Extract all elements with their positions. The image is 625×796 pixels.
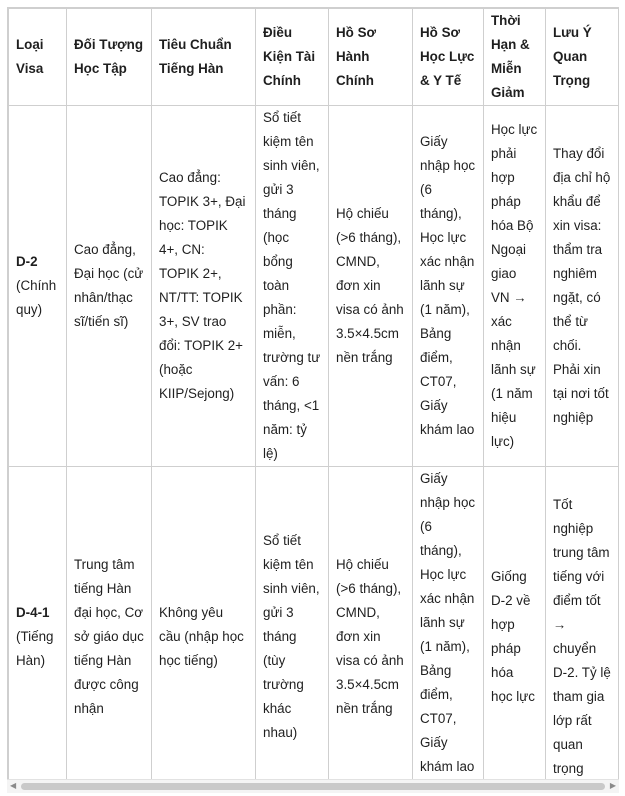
header-admin-docs: Hồ Sơ Hành Chính — [329, 9, 413, 106]
table-row — [9, 467, 619, 781]
cell-finance: Sổ tiết kiệm tên sinh viên, gửi 3 tháng (tùy trường khác nhau) — [256, 467, 329, 781]
cell-korean: Không yêu cầu (nhập học học tiếng) — [152, 467, 256, 781]
visa-code: D-4-1 — [16, 605, 50, 620]
header-target: Đối Tượng Học Tập — [67, 9, 152, 106]
header-visa-type: Loại Visa — [9, 9, 67, 106]
cell-duration: Học lực phải hợp pháp hóa Bộ Ngoại giao VN → xác nhận lãnh sự (1 năm hiệu lực) — [484, 106, 546, 467]
cell-notes: Tốt nghiệp trung tâm tiếng với điểm tốt → chuyển D-2. Tỷ lệ tham gia lớp rất quan trọng — [546, 467, 619, 781]
header-academic-docs: Hồ Sơ Học Lực & Y Tế — [413, 9, 484, 106]
cell-visa — [9, 106, 67, 467]
cell-admin: Hộ chiếu (>6 tháng), CMND, đơn xin visa có ảnh 3.5×4.5cm nền trắng — [329, 106, 413, 467]
cell-korean: Cao đẳng: TOPIK 3+, Đại học: TOPIK 4+, CN: TOPIK 2+, NT/TT: TOPIK 3+, SV trao đổi: TOPIK 2+ (hoặc KIIP/Sejong) — [152, 106, 256, 467]
table-row — [9, 106, 619, 467]
cell-notes: Thay đổi địa chỉ hộ khẩu để xin visa: thẩm tra nghiêm ngặt, có thể từ chối. Phải xin tại nơi tốt nghiệp — [546, 106, 619, 467]
scroll-right-icon[interactable]: ▶ — [609, 781, 616, 790]
header-korean-standard: Tiêu Chuẩn Tiếng Hàn — [152, 9, 256, 106]
scrollbar-thumb[interactable] — [21, 783, 605, 790]
cell-visa — [9, 467, 67, 781]
cell-target: Trung tâm tiếng Hàn đại học, Cơ sở giáo dục tiếng Hàn được công nhận — [67, 467, 152, 781]
cell-finance: Sổ tiết kiệm tên sinh viên, gửi 3 tháng (học bổng toàn phần: miễn, trường tư vấn: 6 tháng, <1 năm: tỷ lệ) — [256, 106, 329, 467]
visa-type: (Chính quy) — [16, 278, 57, 317]
cell-duration: Giống D-2 về hợp pháp hóa học lực — [484, 467, 546, 781]
horizontal-scrollbar[interactable] — [7, 779, 619, 793]
scroll-left-icon[interactable]: ◀ — [10, 781, 17, 790]
visa-table — [8, 8, 619, 780]
cell-admin: Hộ chiếu (>6 tháng), CMND, đơn xin visa có ảnh 3.5×4.5cm nền trắng — [329, 467, 413, 781]
cell-academic: Giấy nhập học (6 tháng), Học lực xác nhận lãnh sự (1 năm), Bảng điểm, CT07, Giấy khám lao — [413, 467, 484, 781]
visa-code: D-2 — [16, 254, 38, 269]
header-duration: Thời Hạn & Miễn Giảm — [484, 9, 546, 106]
cell-target: Cao đẳng, Đại học (cử nhân/thạc sĩ/tiến sĩ) — [67, 106, 152, 467]
cell-academic: Giấy nhập học (6 tháng), Học lực xác nhận lãnh sự (1 năm), Bảng điểm, CT07, Giấy khám lao — [413, 106, 484, 467]
table-header-row — [9, 9, 619, 106]
table-container — [7, 7, 619, 780]
visa-type: (Tiếng Hàn) — [16, 629, 54, 668]
header-finance: Điều Kiện Tài Chính — [256, 9, 329, 106]
header-notes: Lưu Ý Quan Trọng — [546, 9, 619, 106]
